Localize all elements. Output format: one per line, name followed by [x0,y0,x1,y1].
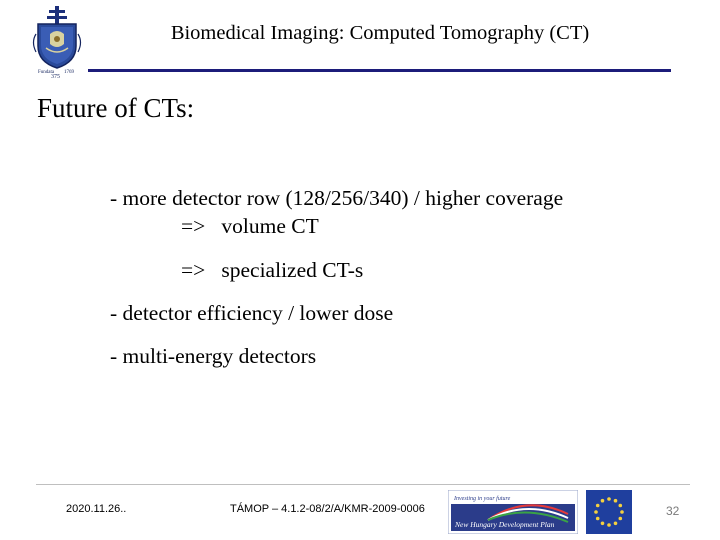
bullet-detector-rows: - more detector row (128/256/340) / higher coverage [110,186,564,210]
bullet-multi-energy: - multi-energy detectors [110,344,317,368]
university-crest-icon [28,4,86,78]
crest-motto: Fundata [38,70,55,75]
bullet-detector-efficiency: - detector efficiency / lower dose [110,301,394,325]
crest-anniversary: 375 [51,74,60,78]
header-title: Biomedical Imaging: Computed Tomography (CT) [170,22,590,44]
header-rule [88,69,671,72]
footer-rule [36,484,690,485]
new-hungary-development-plan-logo [448,490,578,534]
page-number: 32 [666,504,680,518]
sub-bullet-specialized-ct: => specialized CT-s [181,258,364,282]
slide-heading: Future of CTs: [37,93,195,123]
plan-logo-name: New Hungary Development Plan [455,520,555,529]
crest-year: 1769 [64,70,74,75]
footer-date: 2020.11.26.. [66,503,127,515]
eu-flag-icon [586,490,632,534]
footer-project-code: TÁMOP – 4.1.2-08/2/A/KMR-2009-0006 [230,503,425,515]
plan-logo-tagline: Investing in your future [454,496,511,502]
sub-bullet-volume-ct: => volume CT [181,214,319,238]
